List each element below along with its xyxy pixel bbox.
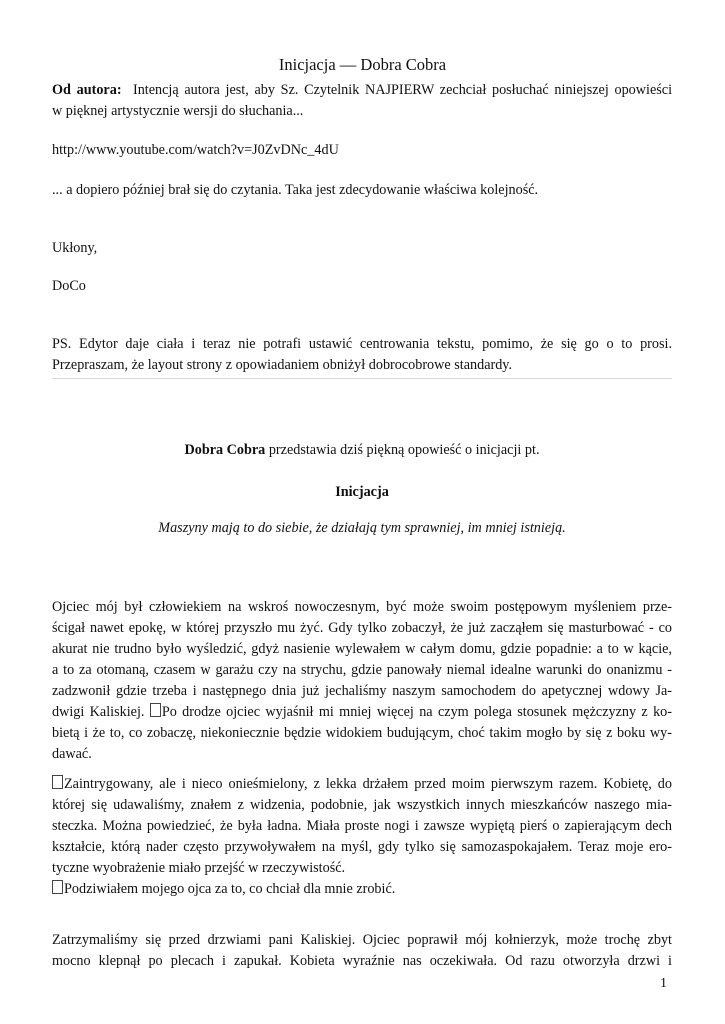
para1-line: zadzwonił gdzie trzeba i następnego dnia już jechaliśmy naszym samochodem do apetycznej wdowy Ja- [52, 683, 672, 699]
document-title: Inicjacja — Dobra Cobra [278, 55, 447, 74]
para2-line: tyczne wyobrażenie miało przejść w rzeczywistość. [52, 860, 346, 876]
section-divider [52, 378, 672, 379]
para3-line: Zatrzymaliśmy się przed drzwiami pani Kaliskiej. Ojciec poprawił mój kołnierzyk, może trochę zbyt [52, 932, 672, 948]
para1-line: dawać. [52, 746, 92, 762]
author-note-label: Od autora: [52, 82, 122, 98]
page-number: 1 [660, 976, 667, 991]
para1-line: ścigał nawet epokę, w której przyszło mu żyć. Gdy tylko zobaczył, że już zacząłem się masturbować - co [52, 620, 672, 636]
author-note [52, 80, 672, 122]
paragraph-2 [52, 774, 672, 900]
greeting: Ukłony, [52, 240, 98, 256]
para1-line: dwigi Kaliskiej. Po drodze ojciec wyjaśnił mi mniej więcej na czym polega stosunek mężczyzny z ko- [52, 704, 673, 720]
epigraph: Maszyny mają to do siebie, że działają tym sprawniej, im mniej istnieją. [158, 520, 566, 536]
missing-glyph-icon [52, 880, 63, 894]
story-title: Inicjacja [335, 484, 389, 500]
para2-line: steczka. Można powiedzieć, że była ładna. Miała proste nogi i zawsze wypiętą pierś o zapierającym dech [52, 818, 672, 834]
postscript-line-1: PS. Edytor daje ciała i teraz nie potrafi ustawić centrowania tekstu, pomimo, że się go o to prosi. [52, 336, 672, 352]
postscript-line-2: Przepraszam, że layout strony z opowiadaniem obniżył dobrocobrowe standardy. [52, 357, 513, 373]
paragraph-3 [52, 930, 672, 972]
brand-name: Dobra Cobra [184, 442, 266, 458]
missing-glyph-icon [150, 703, 161, 717]
missing-glyph-icon [52, 775, 63, 789]
para2-line: której się udawaliśmy, znałem z widzenia, podobnie, jak wszystkich innych mieszkańców naszego mia- [52, 797, 672, 813]
para2-line: Podziwiałem mojego ojca za to, co chciał dla mnie zrobić. [52, 879, 672, 900]
para1-line: Ojciec mój był człowiekiem na wskroś nowoczesnym, być może swoim postępowym myśleniem prze- [52, 599, 672, 615]
para2-line: Zaintrygowany, ale i nieco onieśmielony, z lekka drżałem przed moim pierwszym razem. Kobietę, do [52, 774, 672, 795]
postscript [52, 334, 672, 376]
youtube-link[interactable]: http://www.youtube.com/watch?v=J0ZvDNc_4dU [52, 142, 339, 158]
signature: DoCo [52, 278, 86, 294]
para3-line: mocno klepnął po plecach i zapukał. Kobieta wyraźnie nas oczekiwała. Od razu otworzyła drzwi i [52, 953, 672, 969]
para1-line: bietą i że to, co zobaczę, niekoniecznie będzie widokiem budującym, choć takim mogło by się z boku wy- [52, 725, 672, 741]
paragraph-1 [52, 597, 672, 765]
para1-line: a to za otomaną, czasem w garażu czy na strychu, gdzie panowały niemal idealne warunki do onanizmu - [52, 662, 672, 678]
para1-line: akurat nie trudno było wyśledzić, gdyż nasienie wylewałem w całym domu, gdzie popadnie: a to w kącie, [52, 641, 672, 657]
para2-line: kształcie, którą nader często przywoływałem na myśl, gdy tylko się samozaspokajałem. Teraz moje ero- [52, 839, 672, 855]
reading-order-note: ... a dopiero później brał się do czytania. Taka jest zdecydowanie właściwa kolejność. [52, 182, 539, 198]
author-note-line-2: w pięknej artystycznie wersji do słuchania... [52, 103, 304, 119]
intro-line [52, 440, 672, 461]
intro-text: przedstawia dziś piękną opowieść o inicjacji pt. [265, 442, 540, 458]
author-note-line-1: Od autora: Intencją autora jest, aby Sz. Czytelnik NAJPIERW zechciał posłuchać niniejszej opowieści [52, 82, 673, 98]
